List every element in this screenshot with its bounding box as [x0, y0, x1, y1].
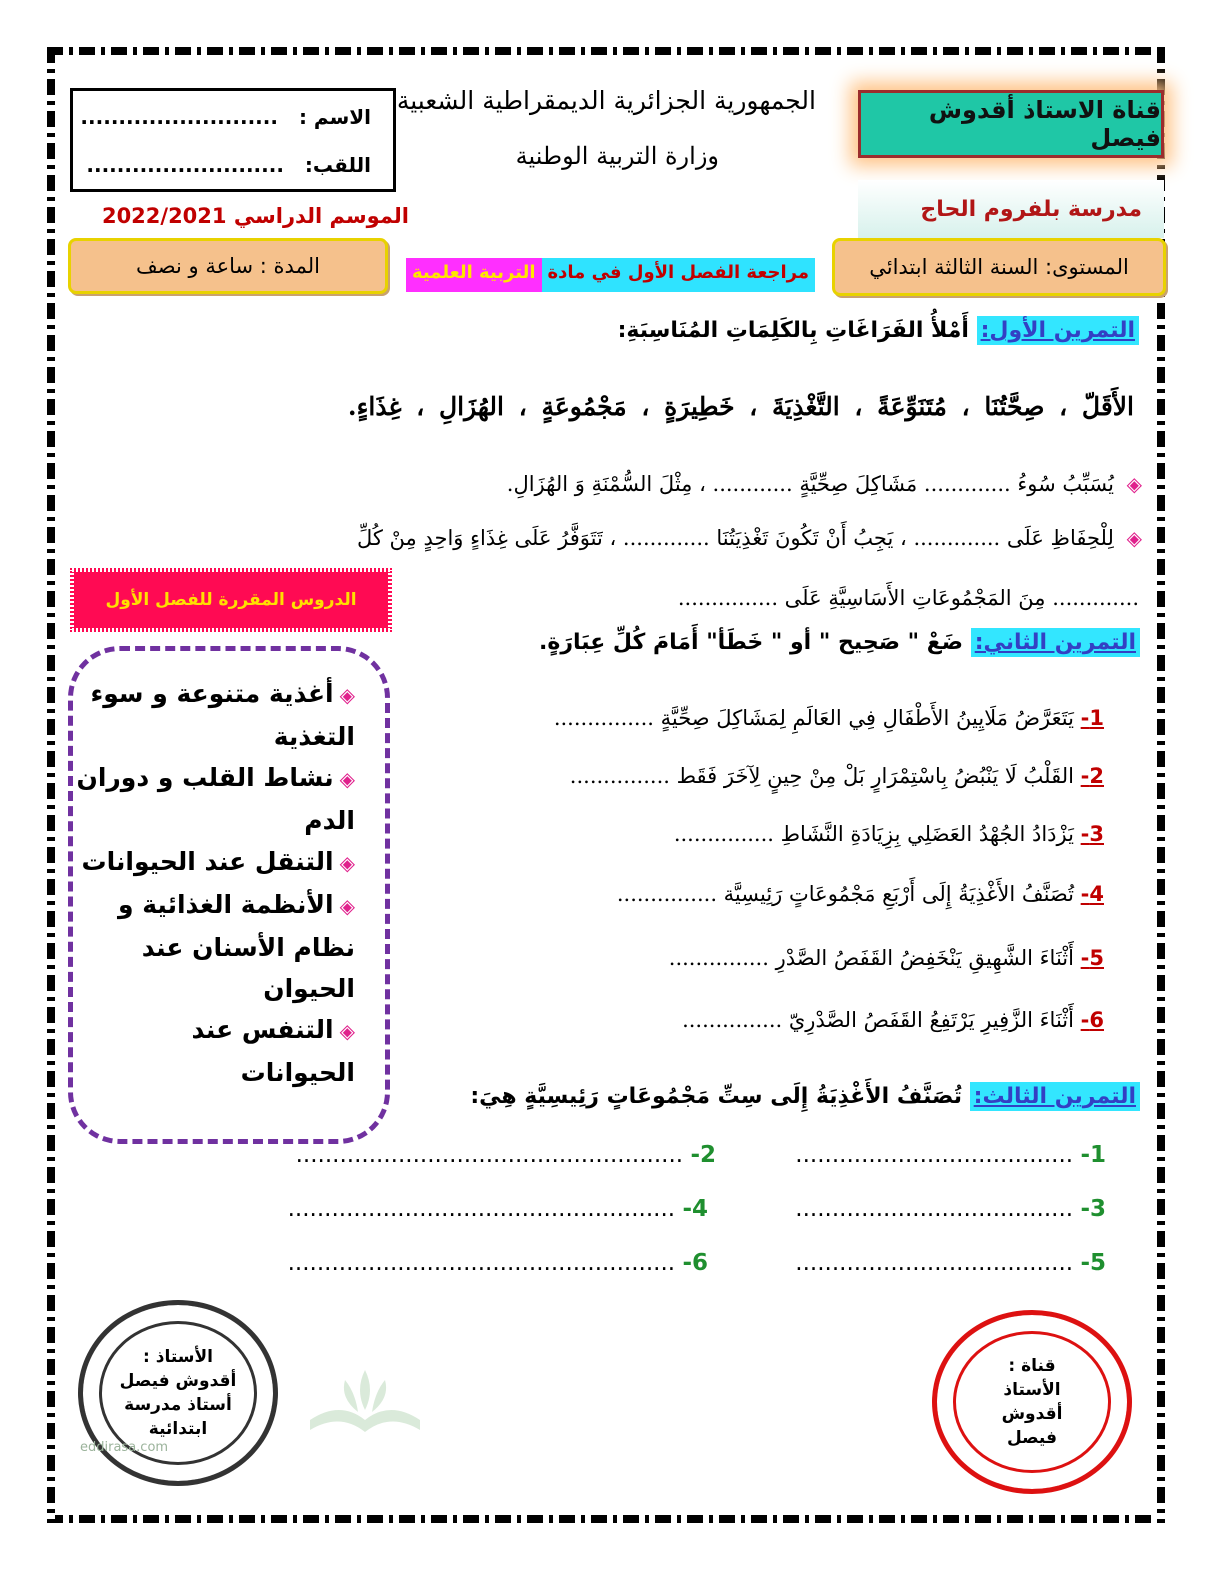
ministry-title: وزارة التربية الوطنية: [515, 142, 719, 170]
duration-label: المدة : ساعة و نصف: [136, 254, 320, 278]
diamond-bullet-icon: ◈: [1126, 526, 1142, 550]
exercise-2-label: التمرين الثاني:: [971, 628, 1140, 657]
diamond-bullet-icon: ◈: [339, 894, 355, 918]
surname-label: اللقب:: [304, 153, 371, 177]
subject-text: التربية العلمية: [406, 258, 542, 292]
lesson-item: ◈الأنظمة الغذائية و نظام الأسنان عند الحيوان: [117, 890, 355, 1003]
fill-line-2-text: لِلْحِفَاظِ عَلَى ............. ، يَجِبُ أَنْ تَكُونَ تَغْذِيَتُنَا ............. ، تَتَوَفَّرُ عَلَى غِذَاءٍ وَاحِدٍ مِنْ كُلِّ: [356, 526, 1114, 550]
level-label: المستوى: السنة الثالثة ابتدائي: [869, 255, 1129, 279]
level-pill: [832, 238, 1166, 296]
group-item: 6- .....................................................: [287, 1250, 708, 1276]
exercise-1-label: التمرين الأول:: [977, 316, 1139, 345]
tf-item: 3- يَزْدَادُ الجُهْدُ العَضَلِي بِزِيَادَةِ النَّشَاطِ ...............: [673, 822, 1104, 846]
group-item: 3- ......................................: [795, 1196, 1106, 1222]
exercise-3-instruction: تُصَنَّفُ الأَغْذِيَةُ إِلَى سِتِّ مَجْمُوعَاتٍ رَئِيسِيَّةٍ هِيَ:: [470, 1084, 962, 1109]
lessons-list: [75, 673, 355, 1093]
fill-line-1-text: يُسَبِّبُ سُوءُ ............. مَشَاكِلَ صِحِّيَّةٍ ............ ، مِثْلَ السُّمْنَةِ وَ الهُزَالِ.: [506, 472, 1114, 496]
teacher-stamp-text: الأستاذ : أقدوش فيصل أستاذ مدرسة ابتدائية: [119, 1347, 237, 1439]
lesson-item: ◈نشاط القلب و دوران الدم: [76, 763, 355, 835]
exercise-3-label: التمرين الثالث:: [970, 1082, 1140, 1111]
border-top: [47, 47, 1165, 55]
teacher-stamp: [78, 1300, 278, 1486]
watermark-text: eddirasa.com: [80, 1440, 169, 1455]
surname-row: [86, 153, 371, 177]
school-label: مدرسة بلفروم الحاج: [920, 196, 1142, 222]
surname-dots: ..........................: [86, 153, 284, 177]
channel-banner: [858, 90, 1164, 158]
channel-stamp-text: قناة : الأستاذ أقدوش فيصل: [1001, 1356, 1063, 1448]
diamond-bullet-icon: ◈: [339, 1019, 355, 1043]
name-label: الاسم :: [298, 105, 371, 129]
tf-item: 6- أَثْنَاءَ الزَّفِيرِ يَرْتَفِعُ القَفَصُ الصَّدْرِيّ ...............: [682, 1008, 1104, 1032]
fill-line-3: ............. مِنَ المَجْمُوعَاتِ الأَسَاسِيَّةِ عَلَى ...............: [677, 586, 1139, 610]
channel-label: قناة الاستاذ أقدوش فيصل: [928, 96, 1161, 152]
tf-item: 5- أَثْنَاءَ الشَّهِيقِ يَنْخَفِضُ القَفَصُ الصَّدْرِ ...............: [668, 946, 1104, 970]
channel-stamp: [932, 1310, 1132, 1494]
review-banner: [406, 258, 815, 292]
diamond-bullet-icon: ◈: [339, 767, 355, 791]
group-item: 2- .....................................................: [295, 1142, 716, 1168]
lesson-item: ◈التنفس عند الحيوانات: [191, 1015, 355, 1087]
border-left: [47, 47, 55, 1523]
school-season: الموسم الدراسي 2022/2021: [101, 204, 409, 228]
lessons-tag: [72, 570, 390, 630]
diamond-bullet-icon: ◈: [339, 683, 355, 707]
exercise-2-title: [539, 630, 1140, 655]
lessons-box: [68, 646, 390, 1144]
tf-item: 2- القَلْبُ لَا يَنْبُضُ بِاسْتِمْرَارٍ بَلْ مِنْ حِينٍ لِآخَرَ فَقَط ...............: [569, 764, 1104, 788]
exercise-2-instruction: ضَعْ " صَحِيح " أو " خَطَأ" أَمَامَ كُلِّ عِبَارَةٍ.: [538, 630, 964, 655]
name-row: [80, 105, 371, 129]
tf-item: 1- يَتَعَرَّضُ مَلَايِينُ الأَطْفَالِ فِي العَالَمِ لِمَشَاكِلَ صِحِّيَّةٍ ...............: [553, 706, 1104, 730]
duration-pill: [68, 238, 388, 294]
diamond-bullet-icon: ◈: [1126, 472, 1142, 496]
tf-item: 4- تُصَنَّفُ الأَغْذِيَةُ إِلَى أَرْبَعِ مَجْمُوعَاتٍ رَئِيسِيَّة ...............: [616, 882, 1104, 906]
name-box: [70, 88, 396, 192]
republic-title: الجمهورية الجزائرية الديمقراطية الشعبية: [396, 86, 816, 115]
exercise-3-title: [470, 1084, 1140, 1109]
border-bottom: [47, 1515, 1165, 1523]
lesson-item: ◈التنقل عند الحيوانات: [81, 847, 355, 876]
fill-line-2: [357, 526, 1142, 550]
lesson-item: ◈أغذية متنوعة و سوء التغذية: [90, 679, 355, 751]
fill-line-1: [507, 472, 1142, 496]
review-text: مراجعة الفصل الأول في مادة: [542, 258, 815, 292]
lessons-tag-label: الدروس المقررة للفصل الأول: [105, 590, 357, 610]
group-item: 5- ......................................: [795, 1250, 1106, 1276]
group-item: 1- ......................................: [795, 1142, 1106, 1168]
exercise-1-instruction: أَمْلأُ الفَرَاغَاتِ بِالكَلِمَاتِ المُنَاسِبَةِ:: [617, 318, 969, 343]
school-banner: [858, 180, 1164, 238]
exercise-1-title: [618, 318, 1139, 343]
word-bank: الأَقَلّ ، صِحَّتُنَا ، مُتَنَوِّعَةً ، التَّغْذِيَةَ ، خَطِيرَةٍ ، مَجْمُوعَةٍ ، الهُزَالِ ، غِذَاءٍ.: [347, 392, 1134, 421]
group-item: 4- .....................................................: [287, 1196, 708, 1222]
watermark-book-icon: [300, 1350, 430, 1440]
diamond-bullet-icon: ◈: [339, 851, 355, 875]
name-dots: ..........................: [80, 105, 278, 129]
